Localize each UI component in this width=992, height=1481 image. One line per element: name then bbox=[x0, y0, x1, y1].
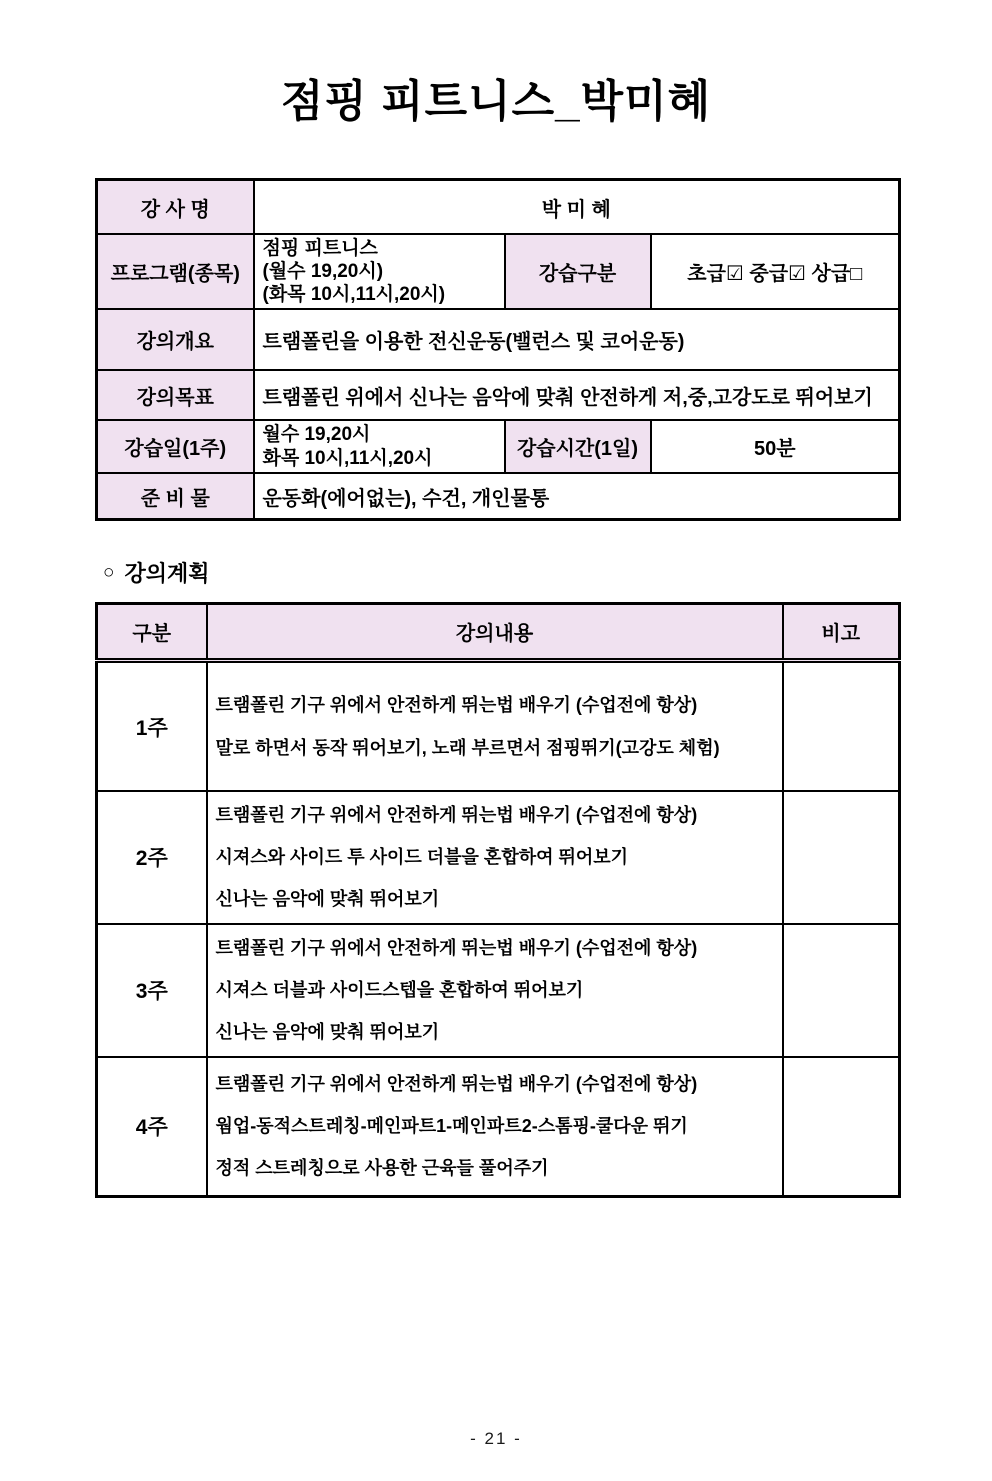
week-note bbox=[783, 791, 900, 924]
week-content: 트램폴린 기구 위에서 안전하게 뛰는법 배우기 (수업전에 항상) 말로 하면서 동작 뛰어보기, 노래 부르면서 점핑뛰기(고강도 체험) bbox=[207, 661, 783, 791]
overview-label: 강의개요 bbox=[97, 309, 254, 370]
circle-bullet-icon: ○ bbox=[103, 561, 115, 583]
column-header-content: 강의내용 bbox=[207, 604, 783, 661]
duration-value: 50분 bbox=[651, 420, 900, 472]
course-info-table bbox=[95, 178, 901, 521]
class-type-label: 강습구분 bbox=[505, 234, 651, 310]
program-label: 프로그램(종목) bbox=[97, 234, 254, 310]
table-row-week3 bbox=[97, 924, 900, 1057]
page-title: 점핑 피트니스_박미혜 bbox=[280, 77, 712, 126]
table-row bbox=[97, 473, 900, 520]
week-label: 3주 bbox=[97, 924, 207, 1057]
table-row bbox=[97, 180, 900, 234]
week-content: 트램폴린 기구 위에서 안전하게 뛰는법 배우기 (수업전에 항상) 시져스 더블과 사이드스텝을 혼합하여 뛰어보기 신나는 음악에 맞춰 뛰어보기 bbox=[207, 924, 783, 1057]
plan-header-row bbox=[97, 604, 900, 661]
table-row bbox=[97, 234, 900, 310]
materials-value: 운동화(에어없는), 수건, 개인물통 bbox=[254, 473, 900, 520]
page-number: - 21 - bbox=[470, 1429, 522, 1448]
materials-label: 준 비 물 bbox=[97, 473, 254, 520]
table-row bbox=[97, 309, 900, 370]
schedule-label: 강습일(1주) bbox=[97, 420, 254, 472]
week-content: 트램폴린 기구 위에서 안전하게 뛰는법 배우기 (수업전에 항상) 웜업-동적스트레칭-메인파트1-메인파트2-스톰핑-쿨다운 뛰기 정적 스트레칭으로 사용한 근육들 풀어주기 bbox=[207, 1057, 783, 1197]
week-note bbox=[783, 924, 900, 1057]
table-row-week4 bbox=[97, 1057, 900, 1197]
week-label: 4주 bbox=[97, 1057, 207, 1197]
week-label: 2주 bbox=[97, 791, 207, 924]
overview-value: 트램폴린을 이용한 전신운동(밸런스 및 코어운동) bbox=[254, 309, 900, 370]
table-row-week2 bbox=[97, 791, 900, 924]
goal-value: 트램폴린 위에서 신나는 음악에 맞춰 안전하게 저,중,고강도로 뛰어보기 bbox=[254, 370, 900, 420]
class-type-value: 초급☑ 중급☑ 상급□ bbox=[651, 234, 900, 310]
section-title: 강의계획 bbox=[124, 561, 210, 587]
week-note bbox=[783, 1057, 900, 1197]
instructor-label: 강 사 명 bbox=[97, 180, 254, 234]
duration-label: 강습시간(1일) bbox=[505, 420, 651, 472]
column-header-category: 구분 bbox=[97, 604, 207, 661]
week-content: 트램폴린 기구 위에서 안전하게 뛰는법 배우기 (수업전에 항상) 시져스와 사이드 투 사이드 더블을 혼합하여 뛰어보기 신나는 음악에 맞춰 뛰어보기 bbox=[207, 791, 783, 924]
goal-label: 강의목표 bbox=[97, 370, 254, 420]
schedule-value: 월수 19,20시 화목 10시,11시,20시 bbox=[254, 420, 505, 472]
table-row bbox=[97, 420, 900, 472]
column-header-note: 비고 bbox=[783, 604, 900, 661]
week-label: 1주 bbox=[97, 661, 207, 791]
table-row-week1 bbox=[97, 661, 900, 791]
table-row bbox=[97, 370, 900, 420]
program-value: 점핑 피트니스 (월수 19,20시) (화목 10시,11시,20시) bbox=[254, 234, 505, 310]
lecture-plan-table bbox=[95, 602, 901, 1198]
week-note bbox=[783, 661, 900, 791]
section-heading bbox=[103, 557, 992, 588]
instructor-value: 박 미 혜 bbox=[254, 180, 900, 234]
